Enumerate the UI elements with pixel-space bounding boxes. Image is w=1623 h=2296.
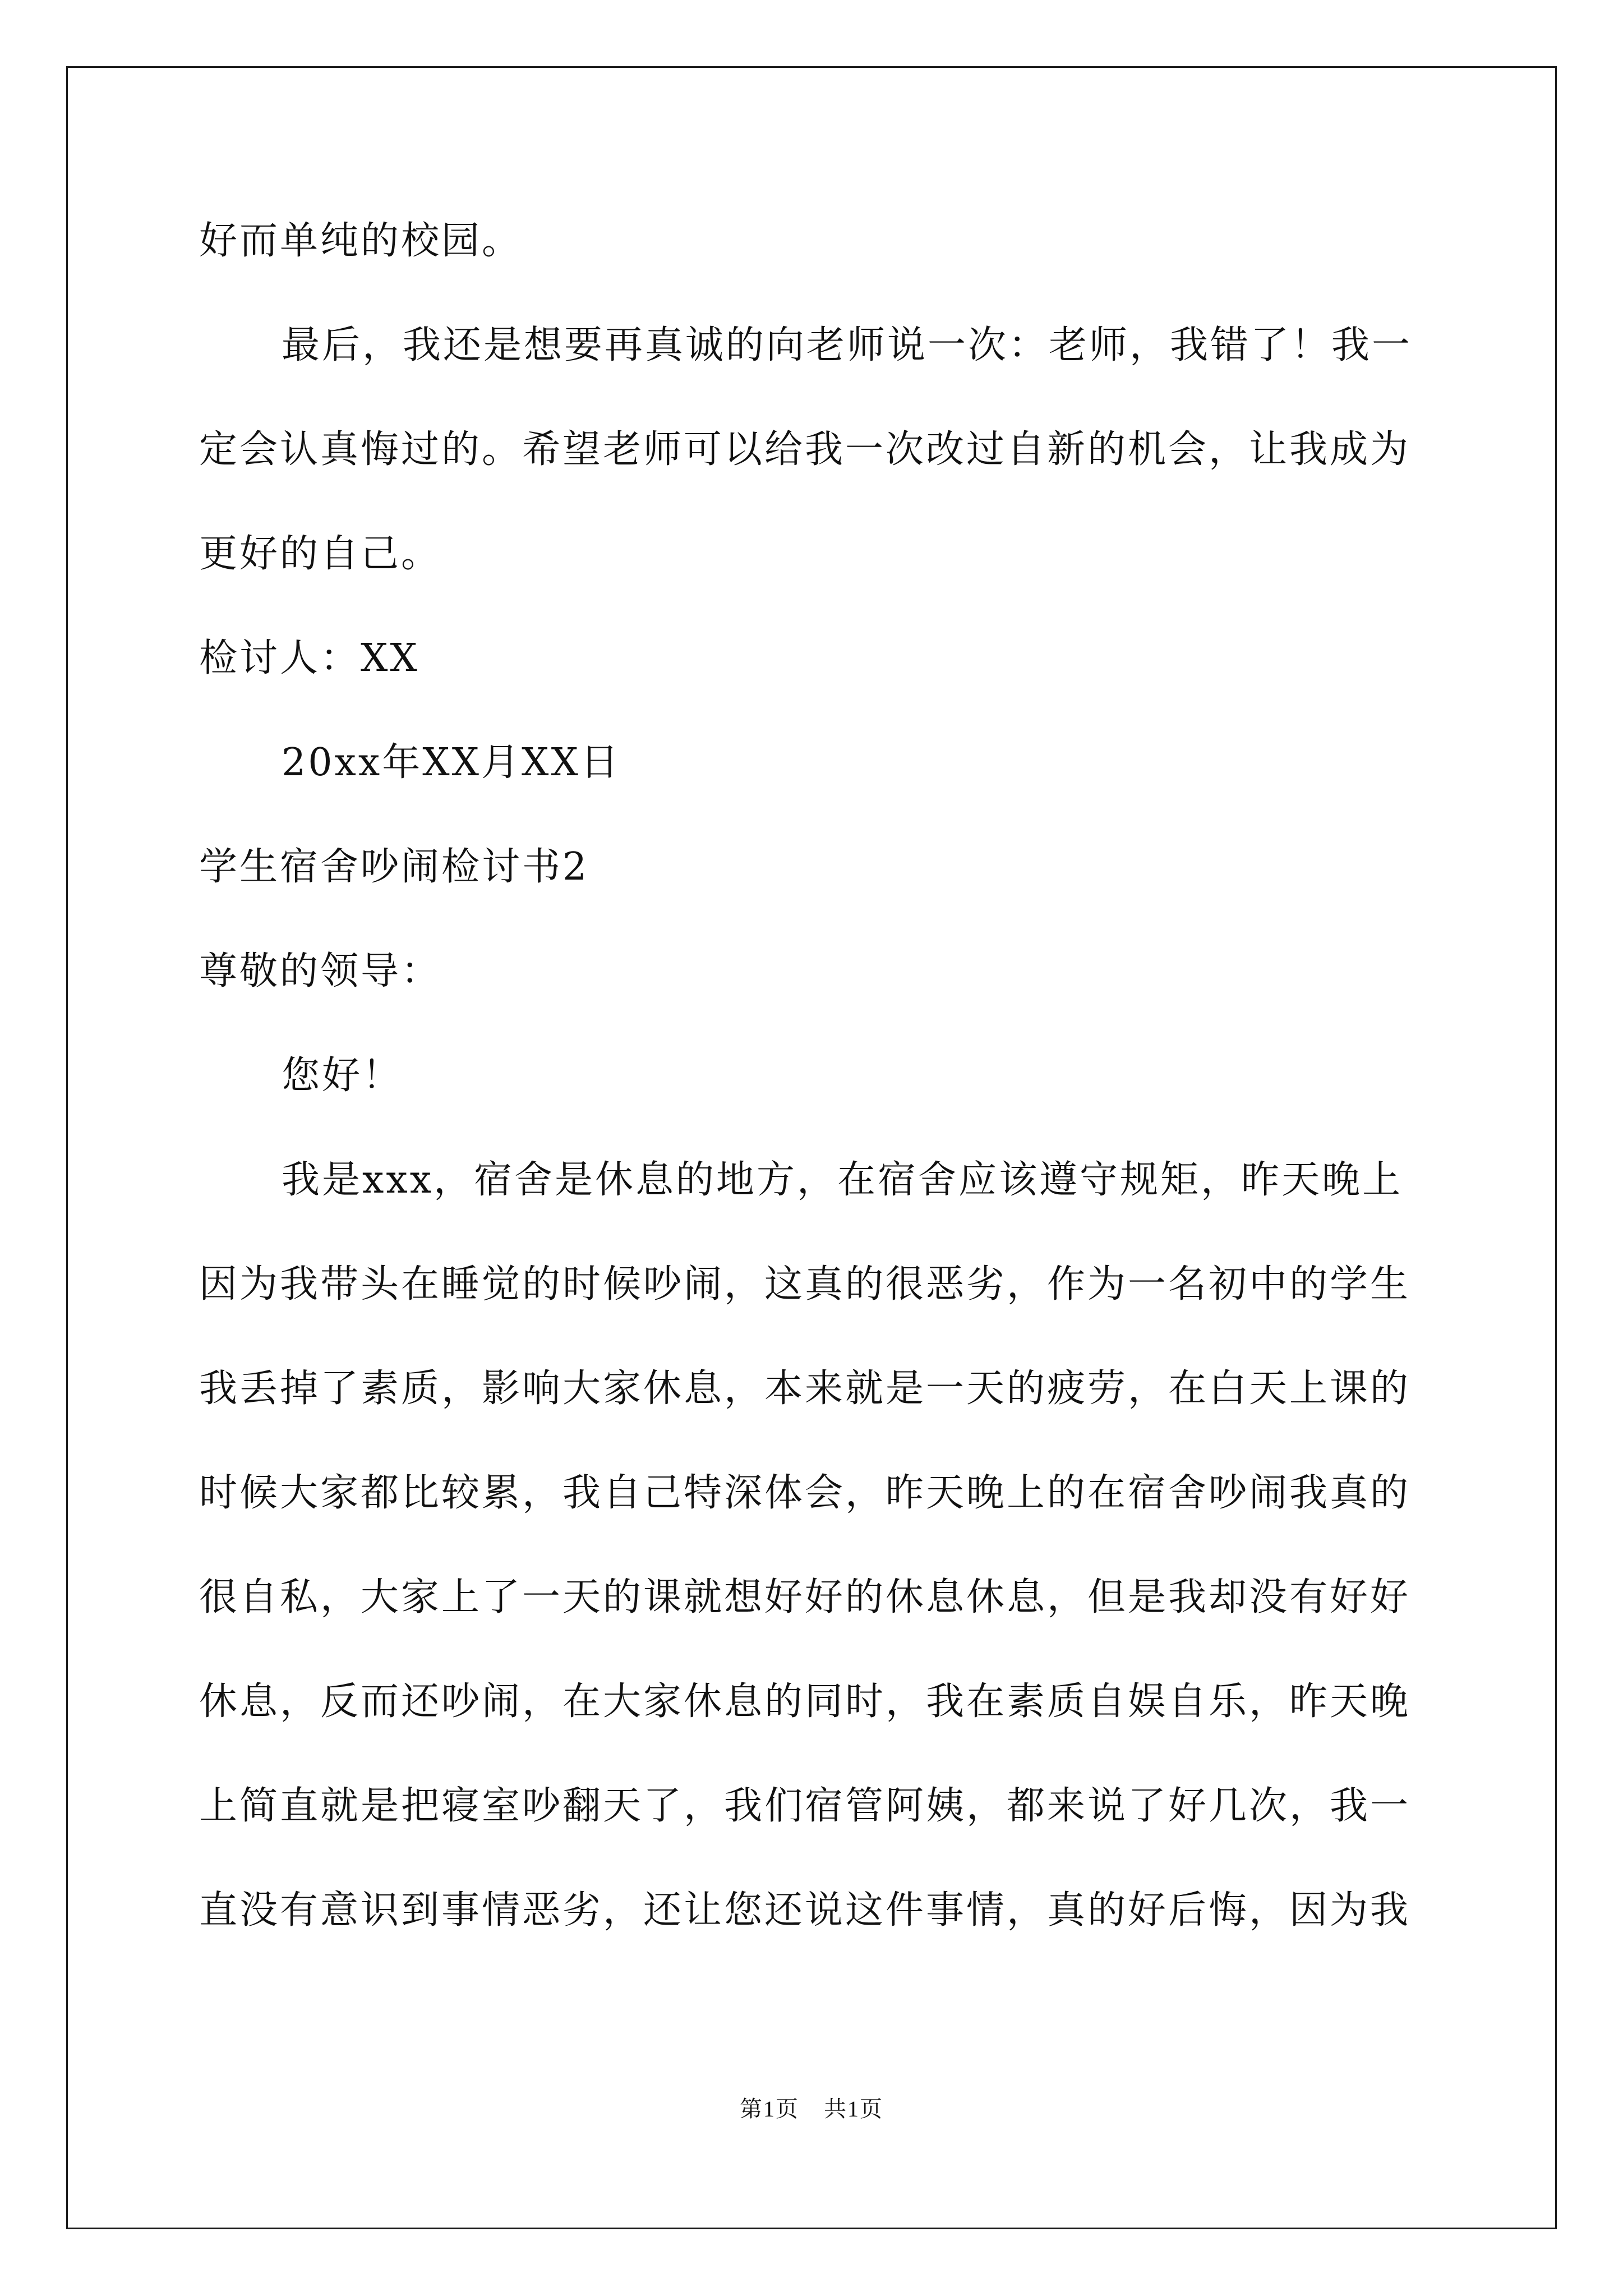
date-line: 20xx年XX月XX日 bbox=[282, 740, 621, 785]
greeting: 您好！ bbox=[282, 1053, 403, 1098]
page-number: 第1页 bbox=[740, 2096, 799, 2122]
page-footer bbox=[0, 2095, 1623, 2123]
paragraph-line: 最后，我还是想要再真诚的向老师说一次：老师，我错了！我一 bbox=[282, 323, 1413, 367]
paragraph-line: 时候大家都比较累，我自己特深体会，昨天晚上的在宿舍吵闹我真的 bbox=[199, 1471, 1411, 1515]
page-total: 共1页 bbox=[824, 2096, 883, 2122]
paragraph-line: 好而单纯的校园。 bbox=[199, 219, 523, 263]
document-body bbox=[199, 213, 1422, 1939]
paragraph-line: 我是xxx，宿舍是休息的地方，在宿舍应该遵守规矩，昨天晚上 bbox=[282, 1158, 1403, 1202]
salutation: 尊敬的领导： bbox=[199, 949, 442, 993]
paragraph-line: 直没有意识到事情恶劣，还让您还说这件事情，真的好后悔，因为我 bbox=[199, 1888, 1411, 1932]
signature-line: 检讨人：XX bbox=[199, 636, 419, 680]
paragraph-line: 我丢掉了素质，影响大家休息，本来就是一天的疲劳，在白天上课的 bbox=[199, 1366, 1411, 1411]
paragraph-line: 上简直就是把寝室吵翻天了，我们宿管阿姨，都来说了好几次，我一 bbox=[199, 1784, 1411, 1828]
paragraph-line: 更好的自己。 bbox=[199, 532, 442, 576]
paragraph-line: 很自私，大家上了一天的课就想好好的休息休息，但是我却没有好好 bbox=[199, 1575, 1411, 1619]
paragraph-line: 休息，反而还吵闹，在大家休息的同时，我在素质自娱自乐，昨天晚 bbox=[199, 1680, 1411, 1724]
section-title: 学生宿舍吵闹检讨书2 bbox=[199, 845, 589, 889]
paragraph-line: 因为我带头在睡觉的时候吵闹，这真的很恶劣，作为一名初中的学生 bbox=[199, 1262, 1411, 1306]
paragraph-line: 定会认真悔过的。希望老师可以给我一次改过自新的机会，让我成为 bbox=[199, 427, 1411, 472]
